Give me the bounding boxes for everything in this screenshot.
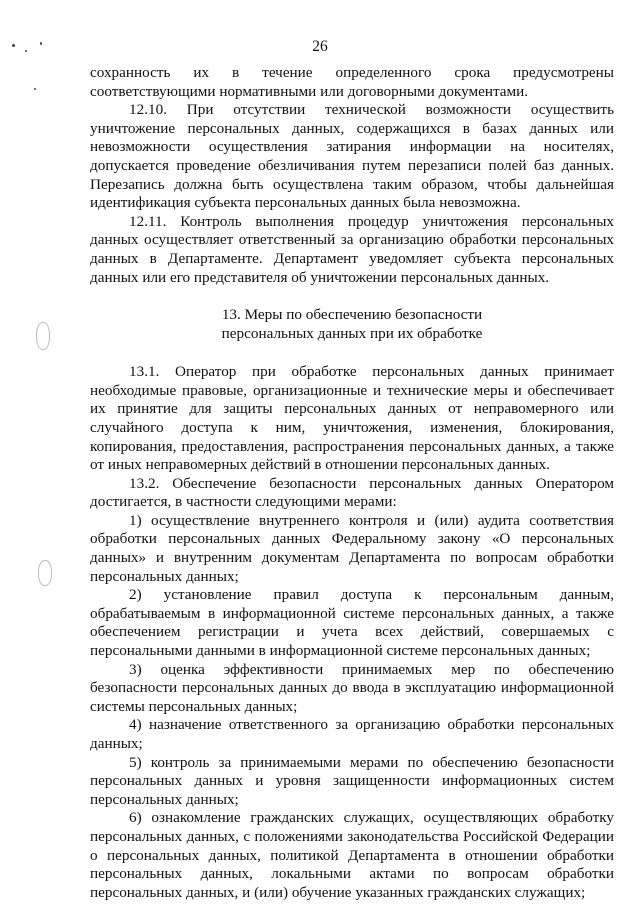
- list-item: 2) установление правил доступа к персональным данным, обрабатываемым в информационной системе персональных данных, а также обеспечением регистрации и учета всех действий, совершаемых с персональными данными в информационной системе персональных данных;: [90, 586, 614, 660]
- scan-speck: [34, 88, 36, 90]
- scan-speck: [12, 44, 15, 47]
- paragraph: 12.10. При отсутствии технической возможности осуществить уничтожение персональных данных, содержащихся в базах данных или невозможности осуществления затирания информации на носителях, допускается проведение обезличивания путем перезаписи полей баз данных. Перезапись должна быть осуществлена таким образом, чтобы дальнейшая идентификация субъекта персональных данных была невозможна.: [90, 101, 614, 212]
- document-body: [90, 64, 614, 902]
- scan-speck: [40, 42, 42, 45]
- list-item: 4) назначение ответственного за организацию обработки персональных данных;: [90, 716, 614, 752]
- punch-hole-mark: [36, 322, 50, 350]
- list-item: 3) оценка эффективности принимаемых мер по обеспечению безопасности персональных данных до ввода в эксплуатацию информационной системы персональных данных;: [90, 660, 614, 715]
- section-heading-line: персональных данных при их обработке: [221, 325, 483, 343]
- list-item: 6) ознакомление гражданских служащих, осуществляющих обработку персональных данных, с положениями законодательства Российской Федерации о персональных данных, политикой Департамента в отношении обработки персональных данных, локальными актами по вопросам обработки персональных данных, и (или) обучение указанных гражданских служащих;: [90, 809, 614, 901]
- punch-hole-mark: [38, 560, 52, 586]
- list-item: 1) осуществление внутреннего контроля и (или) аудита соответствия обработки персональных данных Федеральному закону «О персональных данных» и внутренним документам Департамента по вопросам обработки персональных данных;: [90, 511, 614, 585]
- paragraph: 13.1. Оператор при обработке персональных данных принимает необходимые правовые, организационные и технические меры и обеспечивает их принятие для защиты персональных данных от неправомерного или случайного доступа к ним, уничтожения, изменения, блокирования, копирования, предоставления, распространения персональных данных, а также от иных неправомерных действий в отношении персональных данных.: [90, 363, 614, 474]
- paragraph: 13.2. Обеспечение безопасности персональных данных Оператором достигается, в частности следующими мерами:: [90, 474, 614, 511]
- section-heading-line: 13. Меры по обеспечению безопасности: [221, 306, 483, 324]
- list-item: 5) контроль за принимаемыми мерами по обеспечению безопасности персональных данных и уровня защищенности информационных систем персональных данных;: [90, 753, 614, 808]
- section-heading: [90, 305, 614, 343]
- paragraph: сохранность их в течение определенного срока предусмотрены соответствующими нормативными или договорными документами.: [90, 64, 614, 100]
- page-number: 26: [312, 38, 328, 55]
- paragraph: 12.11. Контроль выполнения процедур уничтожения персональных данных осуществляет ответственный за организацию обработки персональных данных в Департаменте. Департамент уведомляет субъекта персональных данных или его представителя об уничтожении персональных данных.: [90, 212, 614, 286]
- scan-speck: [25, 50, 27, 52]
